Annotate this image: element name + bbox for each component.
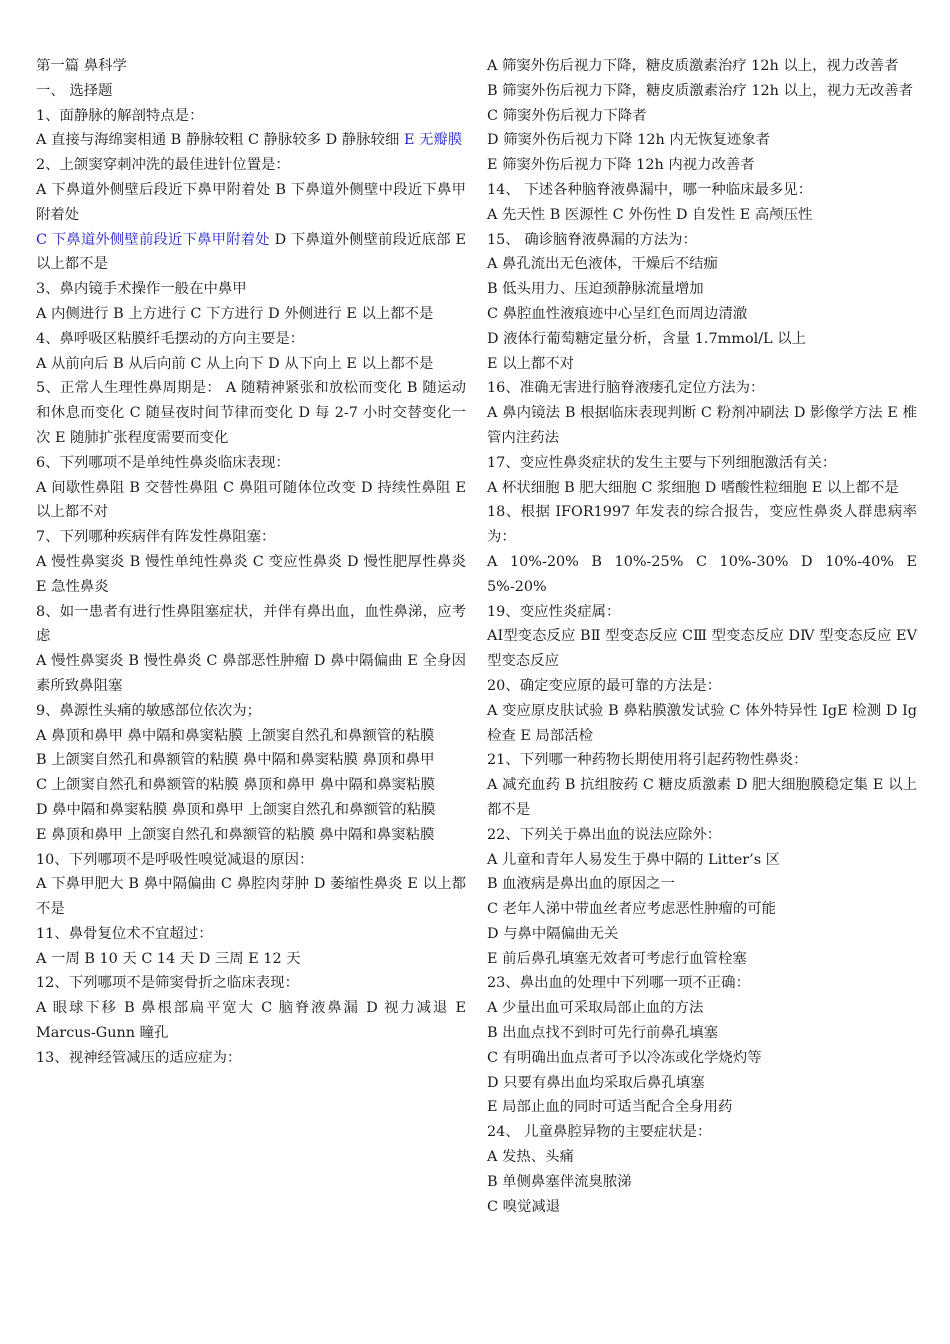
question-7-options: A 慢性鼻窦炎 B 慢性单纯性鼻炎 C 变应性鼻炎 D 慢性肥厚性鼻炎 E 急性鼻炎 [36, 553, 466, 595]
question-24-option-a: A 发热、头痛 [487, 1149, 574, 1166]
question-9-option-c: C 上颌窦自然孔和鼻额管的粘膜 鼻顶和鼻甲 鼻中隔和鼻窦粘膜 [36, 777, 435, 794]
question-1-options [36, 128, 466, 153]
question-15-option-e: E 以上都不对 [487, 355, 575, 372]
question-13-option-c: C 筛窦外伤后视力下降者 [487, 107, 647, 124]
question-12-options: A 眼球下移 B 鼻根部扁平宽大 C 脑脊液鼻漏 D 视力减退 E Marcus-Gunn 瞳孔 [36, 1000, 466, 1042]
question-5: 5、正常人生理性鼻周期是： A 随精神紧张和放松而变化 B 随运动和休息而变化 C 随昼夜时间节律而变化 D 每 2-7 小时交替变化一次 E 随肺扩张程度需要而变化 [36, 380, 466, 446]
question-9: 9、鼻源性头痛的敏感部位依次为； [36, 702, 262, 719]
question-2: 2、上颌窦穿刺冲洗的最佳进针位置是： [36, 157, 290, 174]
question-20-options: A 变应原皮肤试验 B 鼻粘膜激发试验 C 体外特异性 IgE 检测 D Ig 检查 E 局部活检 [487, 702, 917, 744]
question-2-options-a: A 下鼻道外侧壁后段近下鼻甲附着处 B 下鼻道外侧壁中段近下鼻甲附着处 [36, 181, 466, 223]
question-22-option-e: E 前后鼻孔填塞无效者可考虑行血管栓塞 [487, 950, 747, 967]
question-16: 16、准确无害进行脑脊液瘘孔定位方法为： [487, 380, 765, 397]
question-21-options: A 减充血药 B 抗组胺药 C 糖皮质激素 D 肥大细胞膜稳定集 E 以上都不是 [487, 777, 917, 818]
question-6-options: A 间歇性鼻阻 B 交替性鼻阻 C 鼻阻可随体位改变 D 持续性鼻阻 E 以上都不对 [36, 479, 466, 521]
highlighted-answer: E 无瓣膜 [403, 132, 463, 149]
question-14: 14、 下述各种脑脊液鼻漏中，哪一种临床最多见： [487, 181, 813, 198]
question-10-options: A 下鼻甲肥大 B 鼻中隔偏曲 C 鼻腔肉芽肿 D 萎缩性鼻炎 E 以上都不是 [36, 876, 466, 918]
question-11-options: A 一周 B 10 天 C 14 天 D 三周 E 12 天 [36, 950, 301, 967]
question-22-option-a: A 儿童和青年人易发生于鼻中隔的 Litter’s 区 [487, 851, 781, 868]
question-15-option-a: A 鼻孔流出无色液体，干燥后不结痂 [487, 256, 718, 273]
options-text: A 直接与海绵窦相通 B 静脉较粗 C 静脉较多 D 静脉较细 [36, 132, 404, 149]
question-4-options: A 从前向后 B 从后向前 C 从上向下 D 从下向上 E 以上都不是 [36, 355, 434, 372]
question-20: 20、确定变应原的最可靠的方法是： [487, 677, 722, 694]
question-8-options: A 慢性鼻窦炎 B 慢性鼻炎 C 鼻部恶性肿瘤 D 鼻中隔偏曲 E 全身因素所致鼻阻塞 [36, 653, 466, 694]
highlighted-answer: C 下鼻道外侧壁前段近下鼻甲附着处 [36, 231, 270, 248]
question-6: 6、下列哪项不是单纯性鼻炎临床表现： [36, 454, 290, 471]
question-22-option-d: D 与鼻中隔偏曲无关 [487, 925, 619, 942]
question-21: 21、下列哪一种药物长期使用将引起药物性鼻炎： [487, 752, 808, 769]
options-text: D 下鼻道外侧壁前段近底部 E 以上都不是 [36, 231, 466, 273]
question-14-options: A 先天性 B 医源性 C 外伤性 D 自发性 E 高颅压性 [487, 206, 813, 223]
question-8: 8、如一患者有进行性鼻阻塞症状，并伴有鼻出血，血性鼻涕，应考虑 [36, 603, 466, 645]
question-9-option-e: E 鼻顶和鼻甲 上颌窦自然孔和鼻额管的粘膜 鼻中隔和鼻窦粘膜 [36, 826, 435, 843]
question-7: 7、下列哪种疾病伴有阵发性鼻阻塞： [36, 529, 276, 546]
question-12: 12、下列哪项不是筛窦骨折之临床表现： [36, 975, 299, 992]
question-13-option-d: D 筛窦外伤后视力下降 12h 内无恢复迹象者 [487, 132, 771, 149]
question-15-option-b: B 低头用力、压迫颈静脉流量增加 [487, 281, 704, 298]
question-13-option-b: B 筛窦外伤后视力下降，糖皮质激素治疗 12h 以上，视力无改善者 [487, 82, 914, 99]
chapter-title: 第一篇 鼻科学 [36, 58, 127, 74]
question-13-option-e: E 筛窦外伤后视力下降 12h 内视力改善者 [487, 157, 755, 174]
question-17-options: A 杯状细胞 B 肥大细胞 C 浆细胞 D 嗜酸性粒细胞 E 以上都不是 [487, 479, 899, 496]
question-9-option-a: A 鼻顶和鼻甲 鼻中隔和鼻窦粘膜 上颌窦自然孔和鼻额管的粘膜 [36, 727, 435, 744]
question-4: 4、鼻呼吸区粘膜纤毛摆动的方向主要是： [36, 330, 305, 347]
question-18-options: A 10%-20% B 10%-25% C 10%-30% D 10%-40% E 5%-20% [487, 553, 917, 595]
question-22-option-c: C 老年人涕中带血丝者应考虑恶性肿瘤的可能 [487, 901, 777, 918]
question-23-option-c: C 有明确出血点者可予以冷冻或化学烧灼等 [487, 1049, 762, 1066]
question-23-option-b: B 出血点找不到时可先行前鼻孔填塞 [487, 1025, 719, 1042]
question-1: 1、面静脉的解剖特点是： [36, 107, 204, 124]
question-19: 19、变应性炎症属： [487, 603, 621, 620]
question-15-option-c: C 鼻腔血性液痕迹中心呈红色而周边清澈 [487, 305, 748, 322]
question-24: 24、 儿童鼻腔异物的主要症状是： [487, 1124, 712, 1141]
question-2-options-b [36, 228, 466, 278]
question-23-option-d: D 只要有鼻出血均采取后鼻孔填塞 [487, 1074, 705, 1091]
question-23-option-e: E 局部止血的同时可适当配合全身用药 [487, 1099, 733, 1116]
question-22: 22、下列关于鼻出血的说法应除外： [487, 826, 722, 843]
left-column [36, 54, 466, 1071]
question-22-option-b: B 血液病是鼻出血的原因之一 [487, 876, 675, 893]
question-3: 3、鼻内镜手术操作一般在中鼻甲 [36, 281, 247, 298]
question-10: 10、下列哪项不是呼吸性嗅觉减退的原因： [36, 851, 314, 868]
section-heading: 一、 选择题 [36, 82, 113, 99]
question-19-options: AⅠ型变态反应 BⅡ 型变态反应 CⅢ 型变态反应 DⅣ 型变态反应 EⅤ 型变态反应 [487, 628, 917, 670]
question-9-option-d: D 鼻中隔和鼻窦粘膜 鼻顶和鼻甲 上颌窦自然孔和鼻额管的粘膜 [36, 801, 436, 818]
question-13: 13、视神经管减压的适应症为： [36, 1049, 242, 1066]
question-15: 15、 确诊脑脊液鼻漏的方法为： [487, 231, 697, 248]
question-15-option-d: D 液体行葡萄糖定量分析，含量 1.7mmol/L 以上 [487, 330, 806, 347]
question-24-option-c: C 嗅觉减退 [487, 1198, 561, 1215]
question-9-option-b: B 上颌窦自然孔和鼻额管的粘膜 鼻中隔和鼻窦粘膜 鼻顶和鼻甲 [36, 752, 435, 769]
question-23-option-a: A 少量出血可采取局部止血的方法 [487, 1000, 704, 1017]
question-18: 18、根据 IFOR1997 年发表的综合报告，变应性鼻炎人群患病率为： [487, 504, 917, 546]
question-17: 17、变应性鼻炎症状的发生主要与下列细胞激活有关： [487, 454, 837, 471]
question-24-option-b: B 单侧鼻塞伴流臭脓涕 [487, 1173, 632, 1190]
right-column [487, 54, 917, 1219]
question-3-options: A 内侧进行 B 上方进行 C 下方进行 D 外侧进行 E 以上都不是 [36, 305, 434, 322]
question-23: 23、鼻出血的处理中下列哪一项不正确： [487, 975, 750, 992]
question-11: 11、鼻骨复位术不宜超过： [36, 925, 213, 942]
question-13-option-a: A 筛窦外伤后视力下降，糖皮质激素治疗 12h 以上，视力改善者 [487, 58, 899, 74]
question-16-options: A 鼻内镜法 B 根据临床表现判断 C 粉剂冲刷法 D 影像学方法 E 椎管内注药法 [487, 405, 917, 446]
